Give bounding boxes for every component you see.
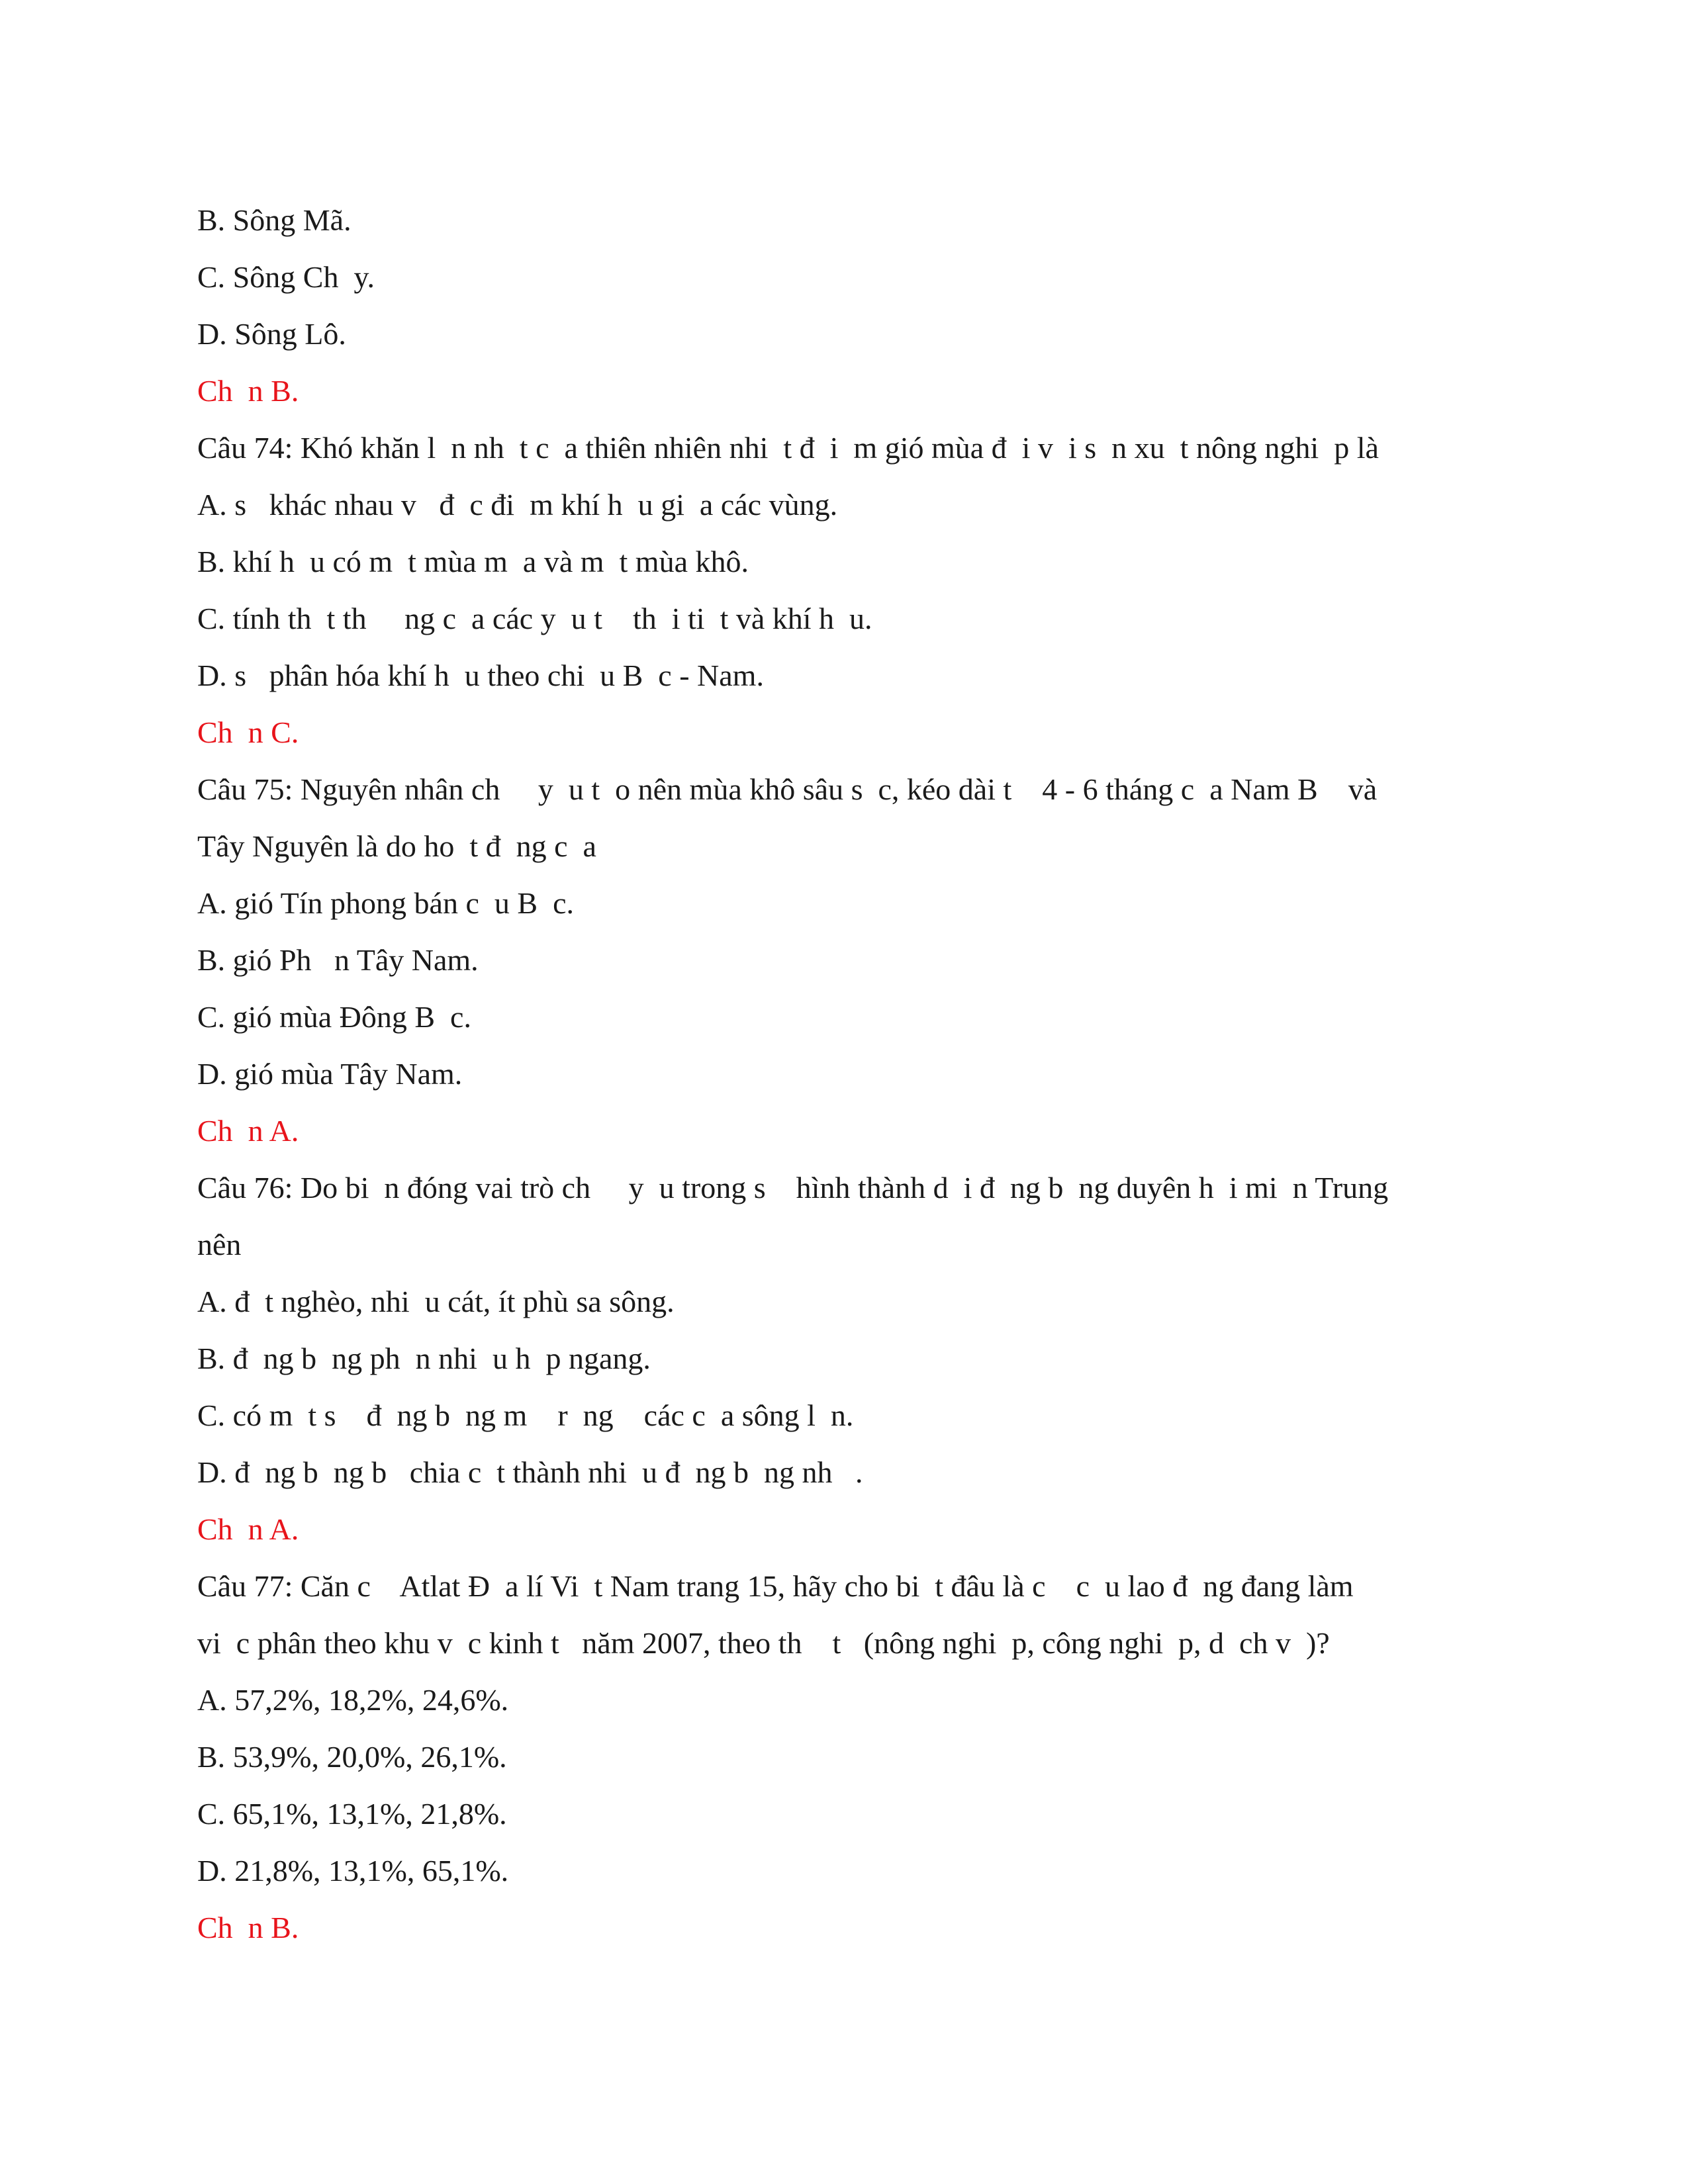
q73-answer: Ch n B. [197, 374, 299, 408]
q77-stem-line-2: vi c phân theo khu v c kinh t năm 2007, theo th t (nông nghi p, công nghi p, d ch v )? [197, 1626, 1330, 1660]
q73-option-b: B. Sông Mã. [197, 203, 352, 237]
q76-option-b: B. đ ng b ng ph n nhi u h p ngang. [197, 1342, 651, 1375]
q75-option-b: B. gió Ph n Tây Nam. [197, 943, 479, 977]
q74-option-b: B. khí h u có m t mùa m a và m t mùa khô. [197, 545, 749, 578]
q75-stem-line-1: Câu 75: Nguyên nhân ch y u t o nên mùa khô sâu s c, kéo dài t 4 - 6 tháng c a Nam B và [197, 772, 1378, 806]
q73-option-c: C. Sông Ch y. [197, 260, 375, 294]
q77-option-b: B. 53,9%, 20,0%, 26,1%. [197, 1740, 507, 1774]
q76-stem-line-1: Câu 76: Do bi n đóng vai trò ch y u trong s hình thành d i đ ng b ng duyên h i mi n Trung [197, 1171, 1389, 1205]
q74-option-a: A. s khác nhau v đ c đi m khí h u gi a các vùng. [197, 488, 838, 522]
q76-answer: Ch n A. [197, 1512, 299, 1546]
q76-option-c: C. có m t s đ ng b ng m r ng các c a sông l n. [197, 1398, 854, 1432]
q77-stem-line-1: Câu 77: Căn c Atlat Đ a lí Vi t Nam trang 15, hãy cho bi t đâu là c c u lao đ ng đang làm [197, 1569, 1354, 1603]
q77-option-d: D. 21,8%, 13,1%, 65,1%. [197, 1854, 509, 1888]
q75-stem-line-2: Tây Nguyên là do ho t đ ng c a [197, 829, 596, 863]
q75-option-a: A. gió Tín phong bán c u B c. [197, 886, 574, 920]
q74-stem: Câu 74: Khó khăn l n nh t c a thiên nhiên nhi t đ i m gió mùa đ i v i s n xu t nông nghi p là [197, 431, 1379, 465]
q73-option-d: D. Sông Lô. [197, 317, 346, 351]
q77-option-a: A. 57,2%, 18,2%, 24,6%. [197, 1683, 509, 1717]
q75-answer: Ch n A. [197, 1114, 299, 1148]
document-page [197, 192, 1488, 1956]
q75-option-c: C. gió mùa Đông B c. [197, 1000, 471, 1034]
q76-stem-line-2: nên [197, 1228, 242, 1261]
q74-answer: Ch n C. [197, 715, 299, 749]
q76-option-d: D. đ ng b ng b chia c t thành nhi u đ ng b ng nh . [197, 1455, 863, 1489]
q77-answer: Ch n B. [197, 1911, 299, 1944]
q76-option-a: A. đ t nghèo, nhi u cát, ít phù sa sông. [197, 1285, 675, 1318]
q74-option-d: D. s phân hóa khí h u theo chi u B c - Nam. [197, 659, 764, 692]
q77-option-c: C. 65,1%, 13,1%, 21,8%. [197, 1797, 507, 1831]
q74-option-c: C. tính th t th ng c a các y u t th i ti t và khí h u. [197, 602, 872, 635]
q75-option-d: D. gió mùa Tây Nam. [197, 1057, 463, 1091]
